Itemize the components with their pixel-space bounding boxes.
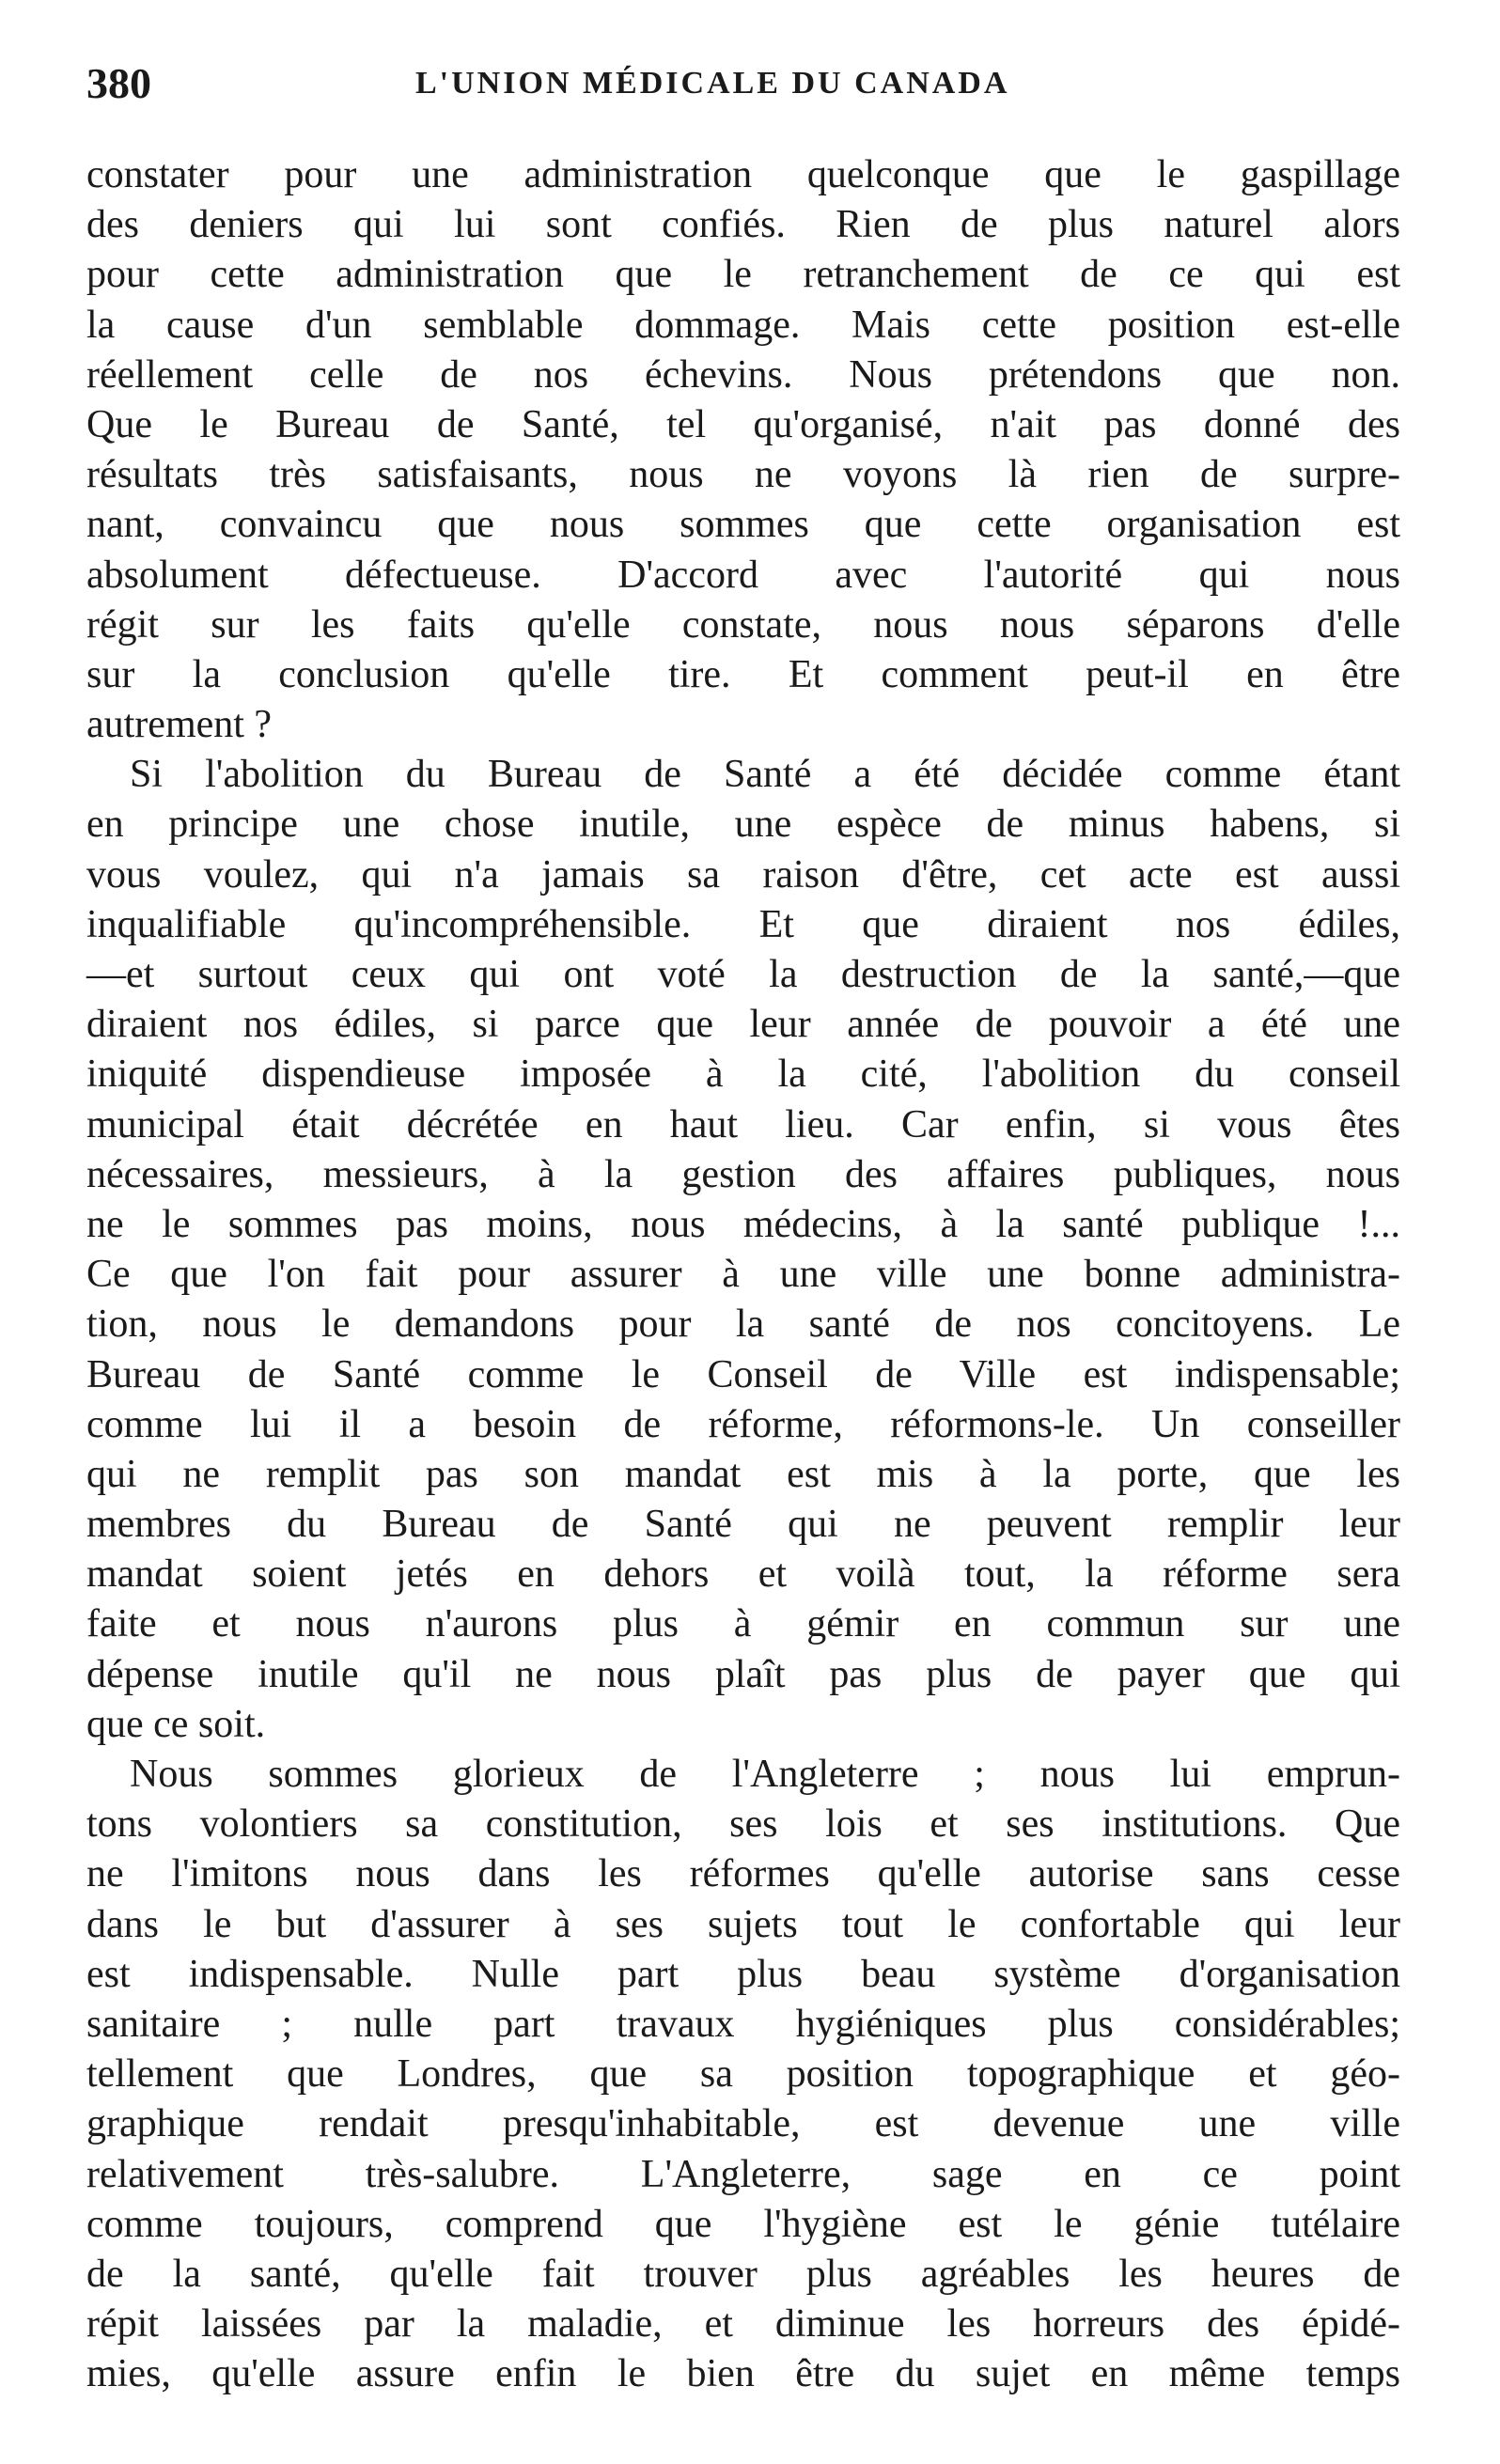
text-line: tellement que Londres, que sa position topographique et géo- — [86, 2052, 1400, 2097]
text-line: dépense inutile qu'il ne nous plaît pas plus de payer que qui — [86, 1652, 1400, 1696]
text-line: nécessaires, messieurs, à la gestion des affaires publiques, nous — [86, 1152, 1400, 1196]
text-line: constater pour une administration quelconque que le gaspillage — [86, 153, 1400, 196]
text-line: graphique rendait presqu'inhabitable, est devenue une ville — [86, 2102, 1400, 2146]
text-line: répit laissées par la maladie, et diminue les horreurs des épidé- — [86, 2302, 1400, 2347]
text-line: de la santé, qu'elle fait trouver plus agréables les heures de — [86, 2252, 1400, 2296]
page-header — [86, 58, 1402, 115]
text-line: tons volontiers sa constitution, ses lois et ses institutions. Que — [86, 1802, 1400, 1847]
text-line: sanitaire ; nulle part travaux hygiéniques plus considérables; — [86, 2002, 1400, 2046]
text-line: faite et nous n'aurons plus à gémir en commun sur une — [86, 1602, 1400, 1646]
text-line: Si l'abolition du Bureau de Santé a été décidée comme étant — [130, 753, 1400, 797]
text-line: —et surtout ceux qui ont voté la destruction de la santé,—que — [86, 953, 1400, 996]
text-line: vous voulez, qui n'a jamais sa raison d'être, cet acte est aussi — [86, 852, 1400, 897]
text-line: résultats très satisfaisants, nous ne voyons là rien de surpre- — [86, 453, 1400, 497]
text-line: mies, qu'elle assure enfin le bien être du sujet en même temps — [86, 2352, 1400, 2396]
text-line: ne le sommes pas moins, nous médecins, à la santé publique !... — [86, 1202, 1400, 1246]
text-line: relativement très-salubre. L'Angleterre, sage en ce point — [86, 2152, 1400, 2196]
text-line: tion, nous le demandons pour la santé de nos concitoyens. Le — [86, 1302, 1400, 1347]
text-line: Que le Bureau de Santé, tel qu'organisé, n'ait pas donné des — [86, 402, 1400, 446]
page-number: 380 — [86, 59, 151, 107]
text-line: mandat soient jetés en dehors et voilà tout, la réforme sera — [86, 1552, 1400, 1597]
running-head: L'UNION MÉDICALE DU CANADA — [415, 66, 1010, 101]
text-line: dans le but d'assurer à ses sujets tout le confortable qui leur — [86, 1902, 1400, 1946]
text-line: des deniers qui lui sont confiés. Rien de plus naturel alors — [86, 203, 1400, 247]
text-line: ne l'imitons nous dans les réformes qu'elle autorise sans cesse — [86, 1852, 1400, 1896]
text-line: en principe une chose inutile, une espèce de minus habens, si — [86, 803, 1400, 847]
text-line: qui ne remplit pas son mandat est mis à la porte, que les — [86, 1452, 1400, 1496]
text-line: Nous sommes glorieux de l'Angleterre ; nous lui emprun- — [130, 1753, 1400, 1796]
text-line: autrement ? — [86, 703, 273, 747]
text-line: pour cette administration que le retranchement de ce qui est — [86, 253, 1400, 297]
text-line: la cause d'un semblable dommage. Mais cette position est-elle — [86, 303, 1400, 347]
text-line: diraient nos édiles, si parce que leur année de pouvoir a été une — [86, 1003, 1400, 1047]
text-line: sur la conclusion qu'elle tire. Et comment peut-il en être — [86, 652, 1400, 696]
body-text — [86, 150, 1400, 2399]
text-line: comme lui il a besoin de réforme, réformons-le. Un conseiller — [86, 1402, 1400, 1446]
text-line: inqualifiable qu'incompréhensible. Et que diraient nos édiles, — [86, 902, 1400, 946]
text-line: régit sur les faits qu'elle constate, nous nous séparons d'elle — [86, 602, 1400, 647]
text-line: Ce que l'on fait pour assurer à une ville une bonne administra- — [86, 1253, 1400, 1297]
text-line: Bureau de Santé comme le Conseil de Ville est indispensable; — [86, 1352, 1400, 1396]
text-line: réellement celle de nos échevins. Nous prétendons que non. — [86, 352, 1400, 397]
text-line: comme toujours, comprend que l'hygiène est le génie tutélaire — [86, 2202, 1400, 2246]
text-line: que ce soit. — [86, 1702, 266, 1746]
text-line: nant, convaincu que nous sommes que cette organisation est — [86, 503, 1400, 547]
text-line: municipal était décrétée en haut lieu. Car enfin, si vous êtes — [86, 1102, 1400, 1146]
text-line: membres du Bureau de Santé qui ne peuvent remplir leur — [86, 1503, 1400, 1547]
text-line: est indispensable. Nulle part plus beau système d'organisation — [86, 1952, 1400, 1996]
text-line: iniquité dispendieuse imposée à la cité, l'abolition du conseil — [86, 1053, 1400, 1097]
text-line: absolument défectueuse. D'accord avec l'autorité qui nous — [86, 553, 1400, 597]
